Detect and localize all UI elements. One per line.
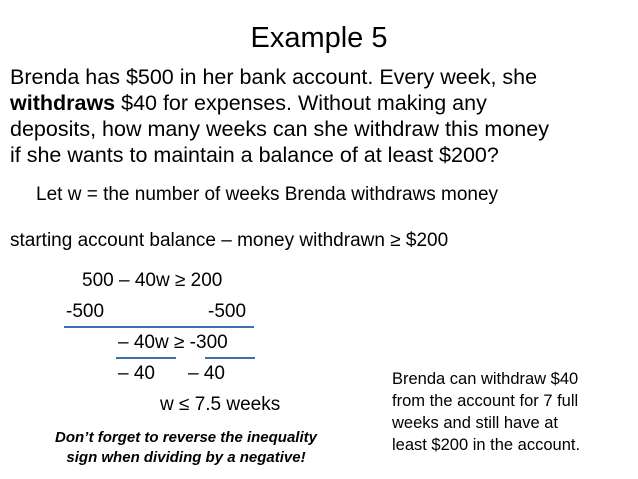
problem-line-1: Brenda has $500 in her bank account. Every week, she: [10, 65, 538, 89]
subtraction-underline: [64, 326, 254, 328]
work-row-1: 500 – 40w ≥ 200: [82, 270, 223, 291]
work-row-3: – 40w ≥ -300: [118, 332, 228, 353]
answer-line-2: from the account for 7 full: [392, 392, 579, 410]
work-row-4-right: – 40: [188, 363, 225, 384]
work-row-5-solution: w ≤ 7.5 weeks: [160, 394, 281, 415]
problem-line-2: [10, 90, 630, 116]
problem-line-4: if she wants to maintain a balance of at least $200?: [10, 143, 499, 167]
problem-line-2-rest: $40 for expenses. Without making any: [115, 91, 487, 115]
reminder-line-1: Don’t forget to reverse the inequality: [55, 429, 317, 446]
variable-definition: Let w = the number of weeks Brenda withdraws money: [36, 184, 499, 205]
page-title: Example 5: [250, 22, 388, 54]
division-underline-left: [116, 357, 176, 359]
answer-line-4: least $200 in the account.: [392, 436, 581, 454]
emphasized-word: withdraws: [10, 91, 116, 115]
answer-line-3: weeks and still have at: [392, 414, 559, 432]
reminder-note: [26, 428, 346, 468]
problem-statement: [10, 64, 630, 168]
reminder-line-2: sign when dividing by a negative!: [66, 449, 306, 466]
problem-line-3: deposits, how many weeks can she withdraw this money: [10, 117, 549, 141]
answer-statement: [392, 368, 580, 456]
work-row-2-left: -500: [66, 301, 105, 322]
work-row-2-right: -500: [208, 301, 247, 322]
answer-line-1: Brenda can withdraw $40: [392, 370, 579, 388]
work-row-4-left: – 40: [118, 363, 155, 384]
verbal-inequality: starting account balance – money withdrawn ≥ $200: [10, 230, 449, 251]
division-underline-right: [205, 357, 255, 359]
